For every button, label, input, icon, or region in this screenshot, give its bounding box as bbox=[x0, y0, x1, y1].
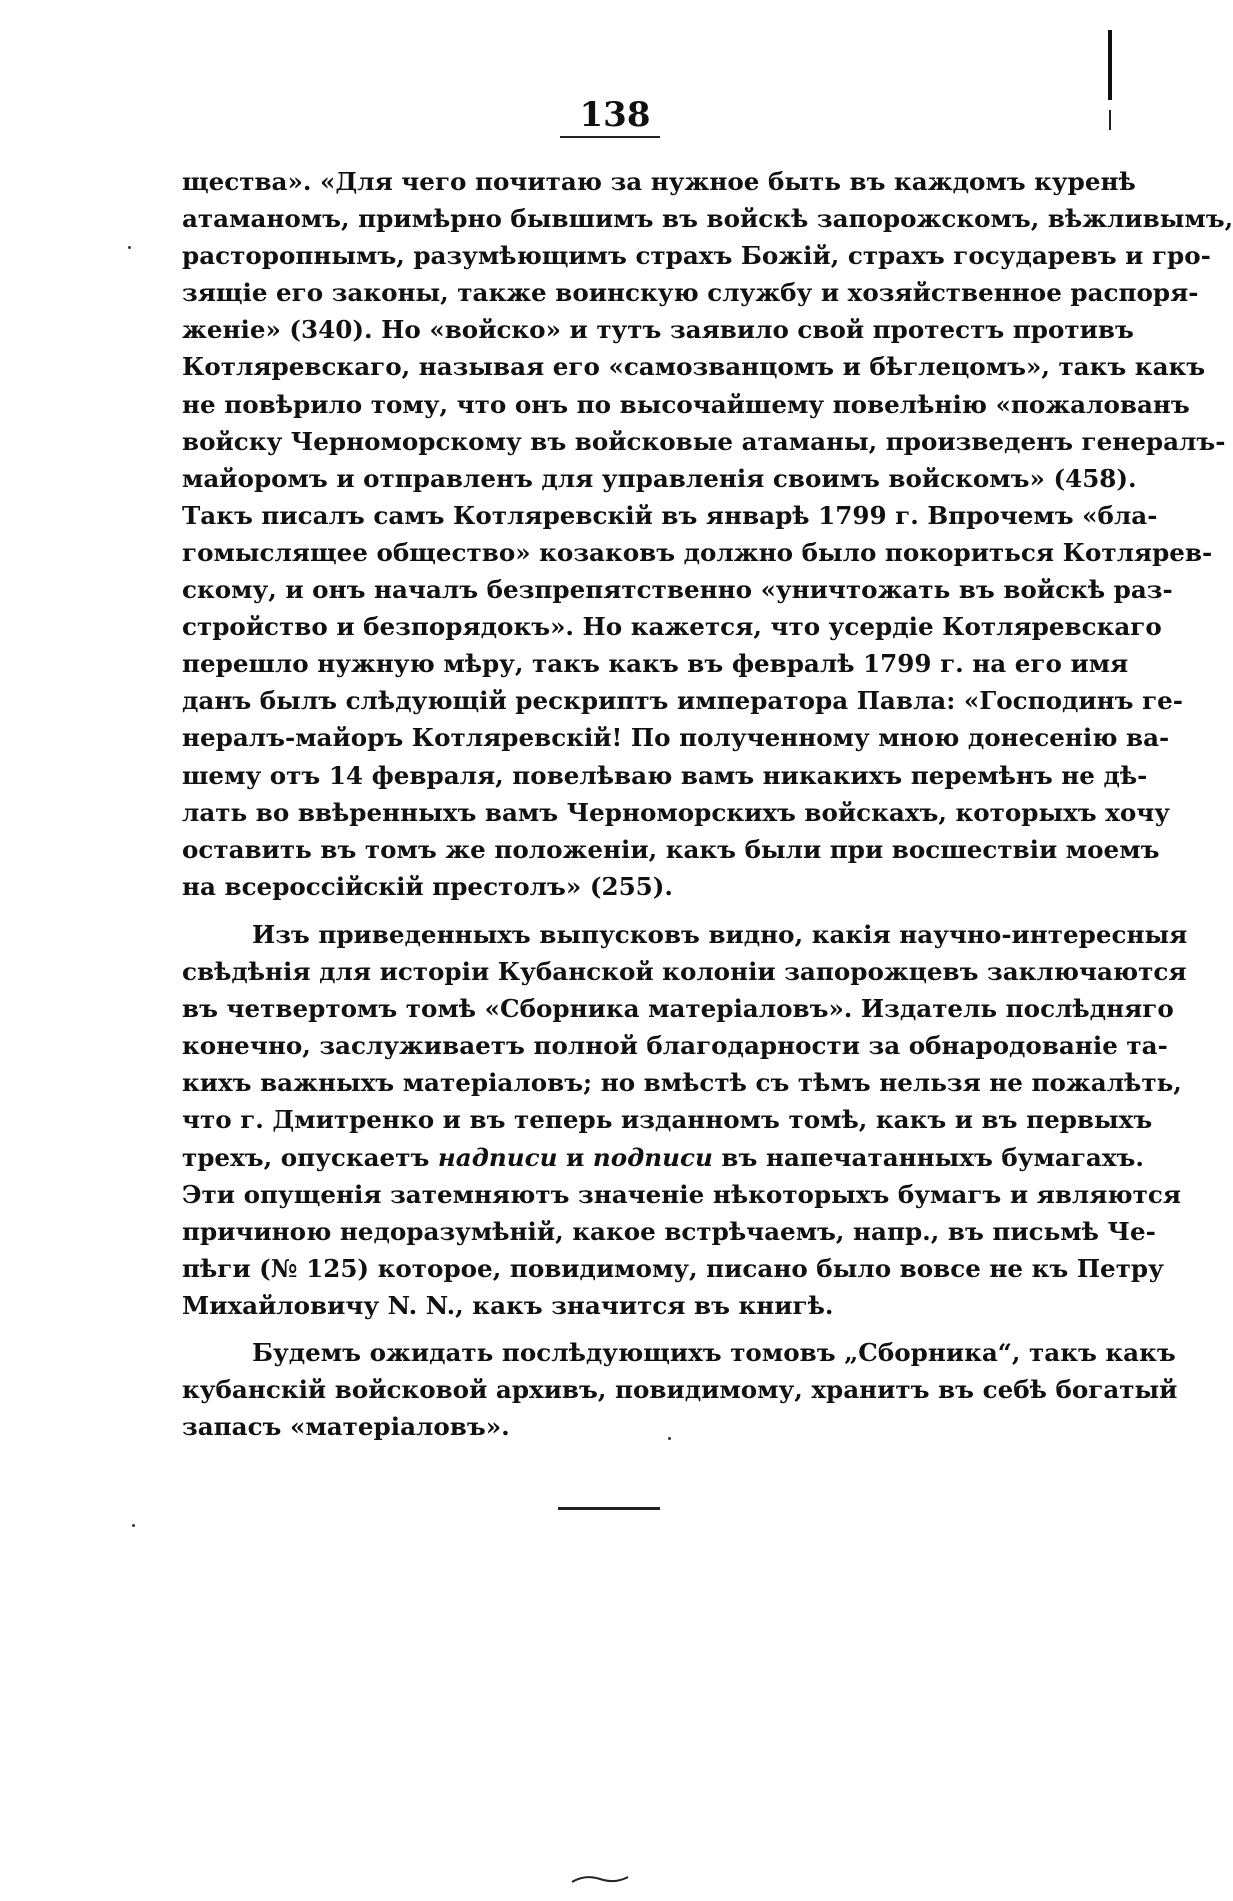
text-line: майоромъ и отправленъ для управленія своимъ войскомъ» (458). bbox=[182, 463, 1137, 493]
print-speck bbox=[128, 246, 131, 249]
text-line: Эти опущенія затемняютъ значеніе нѣкоторыхъ бумагъ и являются bbox=[182, 1179, 1182, 1209]
text-line: лать во ввѣренныхъ вамъ Черноморскихъ войскахъ, которыхъ хочу bbox=[182, 797, 1171, 827]
text-line: скому, и онъ началъ безпрепятственно «уничтожать въ войскѣ раз- bbox=[182, 575, 1173, 605]
text-segment: и bbox=[557, 1142, 593, 1172]
text-line: данъ былъ слѣдующій рескриптъ императора Павла: «Господинъ ге- bbox=[182, 686, 1183, 716]
text-segment: въ напечатанныхъ бумагахъ. bbox=[712, 1142, 1144, 1172]
paragraph-2 bbox=[182, 916, 1188, 1324]
text-line: Котляревскаго, называя его «самозванцомъ и бѣглецомъ», такъ какъ bbox=[182, 352, 1206, 382]
text-line: Такъ писалъ самъ Котляревскій въ январѣ 1799 г. Впрочемъ «бла- bbox=[182, 500, 1158, 530]
text-line: Будемъ ожидать послѣдующихъ томовъ „Сборника“, такъ какъ bbox=[252, 1338, 1176, 1367]
section-end-rule bbox=[558, 1507, 660, 1510]
text-line: щества». «Для чего почитаю за нужное быть въ каждомъ куренѣ bbox=[182, 167, 1136, 196]
italic-word: надписи bbox=[437, 1142, 558, 1172]
text-line: стройство и безпорядокъ». Но кажется, что усердіе Котляревскаго bbox=[182, 612, 1162, 642]
text-line: не повѣрило тому, что онъ по высочайшему повелѣнію «пожалованъ bbox=[182, 389, 1190, 419]
text-line: на всероссійскій престолъ» (255). bbox=[182, 871, 673, 901]
print-flourish bbox=[570, 1872, 630, 1886]
text-line: шему отъ 14 февраля, повелѣваю вамъ никакихъ перемѣнъ не дѣ- bbox=[182, 760, 1148, 790]
text-line-with-italics bbox=[182, 1139, 1144, 1176]
text-line: расторопнымъ, разумѣющимъ страхъ Божій, страхъ государевъ и гро- bbox=[182, 241, 1211, 271]
text-line: свѣдѣнія для исторіи Кубанской колоніи запорожцевъ заключаются bbox=[182, 957, 1187, 987]
text-line: запасъ «матеріаловъ». bbox=[182, 1412, 510, 1442]
text-line: женіе» (340). Но «войско» и тутъ заявило свой протестъ противъ bbox=[182, 315, 1134, 345]
page-edge-mark bbox=[1108, 30, 1112, 100]
text-line: въ четвертомъ томѣ «Сборника матеріаловъ». Издатель послѣдняго bbox=[182, 994, 1174, 1024]
page-number-underline bbox=[560, 136, 660, 138]
print-speck bbox=[132, 1524, 135, 1527]
text-line: гомыслящее общество» козаковъ должно было покориться Котлярев- bbox=[182, 537, 1213, 567]
text-line: конечно, заслуживаетъ полной благодарности за обнародованіе та- bbox=[182, 1031, 1168, 1061]
paragraph-3 bbox=[182, 1334, 1178, 1445]
paragraph-1 bbox=[182, 163, 1233, 905]
italic-word: подписи bbox=[592, 1142, 713, 1172]
text-line: перешло нужную мѣру, такъ какъ въ февралѣ 1799 г. на его имя bbox=[182, 649, 1129, 679]
text-line: атаманомъ, примѣрно бывшимъ въ войскѣ запорожскомъ, вѣжливымъ, bbox=[182, 204, 1233, 234]
text-line: войску Черноморскому въ войсковые атаманы, произведенъ генералъ- bbox=[182, 426, 1226, 456]
text-line: Изъ приведенныхъ выпусковъ видно, какія научно-интересныя bbox=[252, 920, 1188, 949]
text-line: кихъ важныхъ матеріаловъ; но вмѣстѣ съ тѣмъ нельзя не пожалѣть, bbox=[182, 1068, 1182, 1098]
page-number: 138 bbox=[579, 95, 651, 135]
text-line: кубанскій войсковой архивъ, повидимому, хранитъ въ себѣ богатый bbox=[182, 1375, 1178, 1405]
text-line: оставить въ томъ же положеніи, какъ были при восшествіи моемъ bbox=[182, 834, 1160, 864]
page-edge-tick bbox=[1109, 110, 1111, 130]
text-line: причиною недоразумѣній, какое встрѣчаемъ, напр., въ письмѣ Че- bbox=[182, 1216, 1156, 1246]
text-segment: трехъ, опускаетъ bbox=[182, 1142, 438, 1172]
text-line: нералъ-майоръ Котляревскій! По полученному мною донесенію ва- bbox=[182, 723, 1170, 753]
text-line: зящіе его законы, также воинскую службу и хозяйственное распоря- bbox=[182, 278, 1199, 308]
text-line: пѣги (№ 125) которое, повидимому, писано было вовсе не къ Петру bbox=[182, 1253, 1164, 1283]
print-speck bbox=[668, 1437, 671, 1440]
text-line: что г. Дмитренко и въ теперь изданномъ томѣ, какъ и въ первыхъ bbox=[182, 1105, 1153, 1135]
text-line: Михайловичу N. N., какъ значится въ книгѣ. bbox=[182, 1290, 834, 1320]
